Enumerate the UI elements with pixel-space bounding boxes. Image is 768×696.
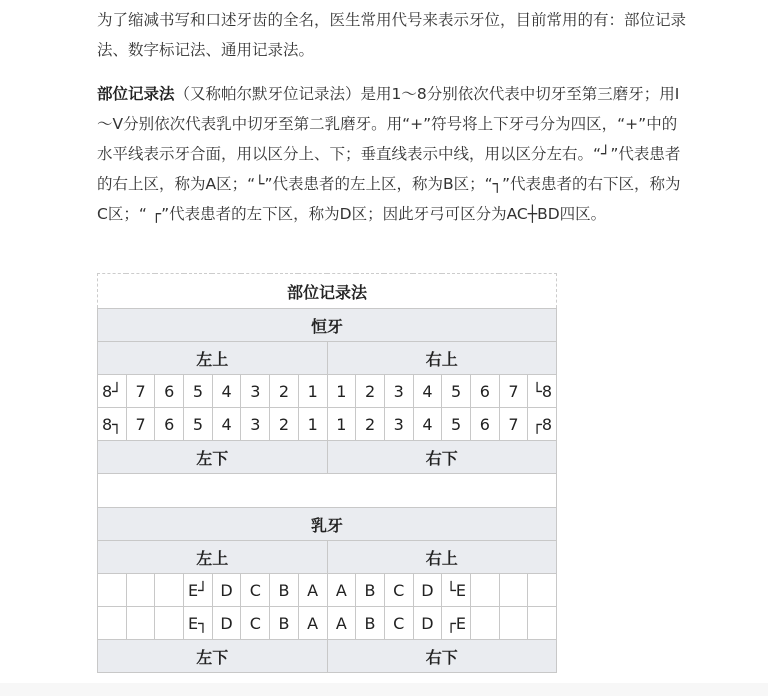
permanent-upper-left-header: 左上	[98, 342, 328, 375]
tooth-cell: E┘	[184, 574, 213, 607]
tooth-cell: C	[241, 607, 270, 640]
tooth-cell: 2	[270, 375, 299, 408]
permanent-lower-right-header: 右下	[327, 441, 557, 474]
permanent-teeth-title: 恒牙	[98, 309, 557, 342]
tooth-cell: B	[356, 574, 385, 607]
tooth-cell: 5	[442, 375, 471, 408]
tooth-cell: ┌8	[528, 408, 557, 441]
tooth-cell: 1	[298, 408, 327, 441]
primary-upper-row	[98, 574, 557, 607]
permanent-lower-row	[98, 408, 557, 441]
tooth-cell: ┌E	[442, 607, 471, 640]
tooth-cell: 6	[470, 408, 499, 441]
tooth-cell: 4	[212, 375, 241, 408]
spacer-row	[98, 474, 557, 508]
table-caption: 部位记录法	[98, 274, 557, 309]
tooth-cell: E┐	[184, 607, 213, 640]
tooth-cell: D	[212, 574, 241, 607]
tooth-cell: └E	[442, 574, 471, 607]
tooth-cell: 1	[327, 408, 356, 441]
tooth-cell: 5	[184, 375, 213, 408]
tooth-cell: D	[413, 607, 442, 640]
tooth-cell: 3	[241, 375, 270, 408]
tooth-cell: 3	[384, 408, 413, 441]
tooth-cell: C	[241, 574, 270, 607]
tooth-cell: 7	[126, 408, 155, 441]
tooth-cell: 8┐	[98, 408, 127, 441]
tooth-cell: 7	[499, 375, 528, 408]
tooth-cell	[155, 574, 184, 607]
tooth-cell: A	[327, 607, 356, 640]
tooth-cell: B	[270, 607, 299, 640]
tooth-cell	[528, 607, 557, 640]
permanent-lower-left-header: 左下	[98, 441, 328, 474]
tooth-cell: 2	[270, 408, 299, 441]
tooth-cell: D	[212, 607, 241, 640]
tooth-cell: 7	[499, 408, 528, 441]
tooth-cell	[126, 574, 155, 607]
tooth-cell: C	[384, 607, 413, 640]
tooth-cell: 6	[155, 375, 184, 408]
intro-paragraph: 为了缩减书写和口述牙齿的全名，医生常用代号来表示牙位，目前常用的有：部位记录法、数字标记法、通用记录法。	[97, 11, 687, 59]
page-bottom-edge	[0, 683, 768, 696]
tooth-cell: 4	[212, 408, 241, 441]
tooth-cell: B	[356, 607, 385, 640]
tooth-cell: 7	[126, 375, 155, 408]
primary-upper-left-header: 左上	[98, 541, 328, 574]
permanent-upper-right-header: 右上	[327, 342, 557, 375]
tooth-cell: B	[270, 574, 299, 607]
tooth-cell: └8	[528, 375, 557, 408]
tooth-notation-table	[97, 273, 557, 673]
primary-lower-left-header: 左下	[98, 640, 328, 673]
tooth-cell: A	[298, 607, 327, 640]
tooth-cell: C	[384, 574, 413, 607]
tooth-cell	[126, 607, 155, 640]
primary-lower-right-header: 右下	[327, 640, 557, 673]
method-paragraph	[97, 79, 687, 229]
tooth-cell: 5	[442, 408, 471, 441]
method-term: 部位记录法	[97, 85, 175, 103]
tooth-cell: 6	[470, 375, 499, 408]
tooth-cell: A	[327, 574, 356, 607]
tooth-cell: 1	[298, 375, 327, 408]
tooth-cell: 6	[155, 408, 184, 441]
tooth-cell	[470, 607, 499, 640]
tooth-cell: 8┘	[98, 375, 127, 408]
tooth-cell: 4	[413, 408, 442, 441]
tooth-cell: A	[298, 574, 327, 607]
tooth-cell	[98, 607, 127, 640]
tooth-cell: 4	[413, 375, 442, 408]
tooth-cell: 2	[356, 408, 385, 441]
tooth-cell: 2	[356, 375, 385, 408]
tooth-cell	[98, 574, 127, 607]
method-description: （又称帕尔默牙位记录法）是用1～8分别依次代表中切牙至第三磨牙；用Ⅰ～Ⅴ分别依次代表乳中切牙至第二乳磨牙。用“+”符号将上下牙弓分为四区，“+”中的水平线表示牙合面，用以区分上、下；垂直线表示中线，用以区分左右。“┘”代表患者的右上区，称为A区；“└”代表患者的左上区，称为B区；“┐”代表患者的右下区，称为C区；“ ┌”代表患者的左下区，称为D区；因此牙弓可区分为AC┼BD四区。	[97, 85, 681, 223]
tooth-cell	[528, 574, 557, 607]
permanent-upper-row	[98, 375, 557, 408]
tooth-cell: 1	[327, 375, 356, 408]
tooth-cell: 3	[241, 408, 270, 441]
tooth-cell	[155, 607, 184, 640]
tooth-cell: 5	[184, 408, 213, 441]
primary-lower-row	[98, 607, 557, 640]
tooth-cell: 3	[384, 375, 413, 408]
primary-upper-right-header: 右上	[327, 541, 557, 574]
tooth-cell	[499, 574, 528, 607]
tooth-cell: D	[413, 574, 442, 607]
tooth-cell	[499, 607, 528, 640]
primary-teeth-title: 乳牙	[98, 508, 557, 541]
tooth-cell	[470, 574, 499, 607]
